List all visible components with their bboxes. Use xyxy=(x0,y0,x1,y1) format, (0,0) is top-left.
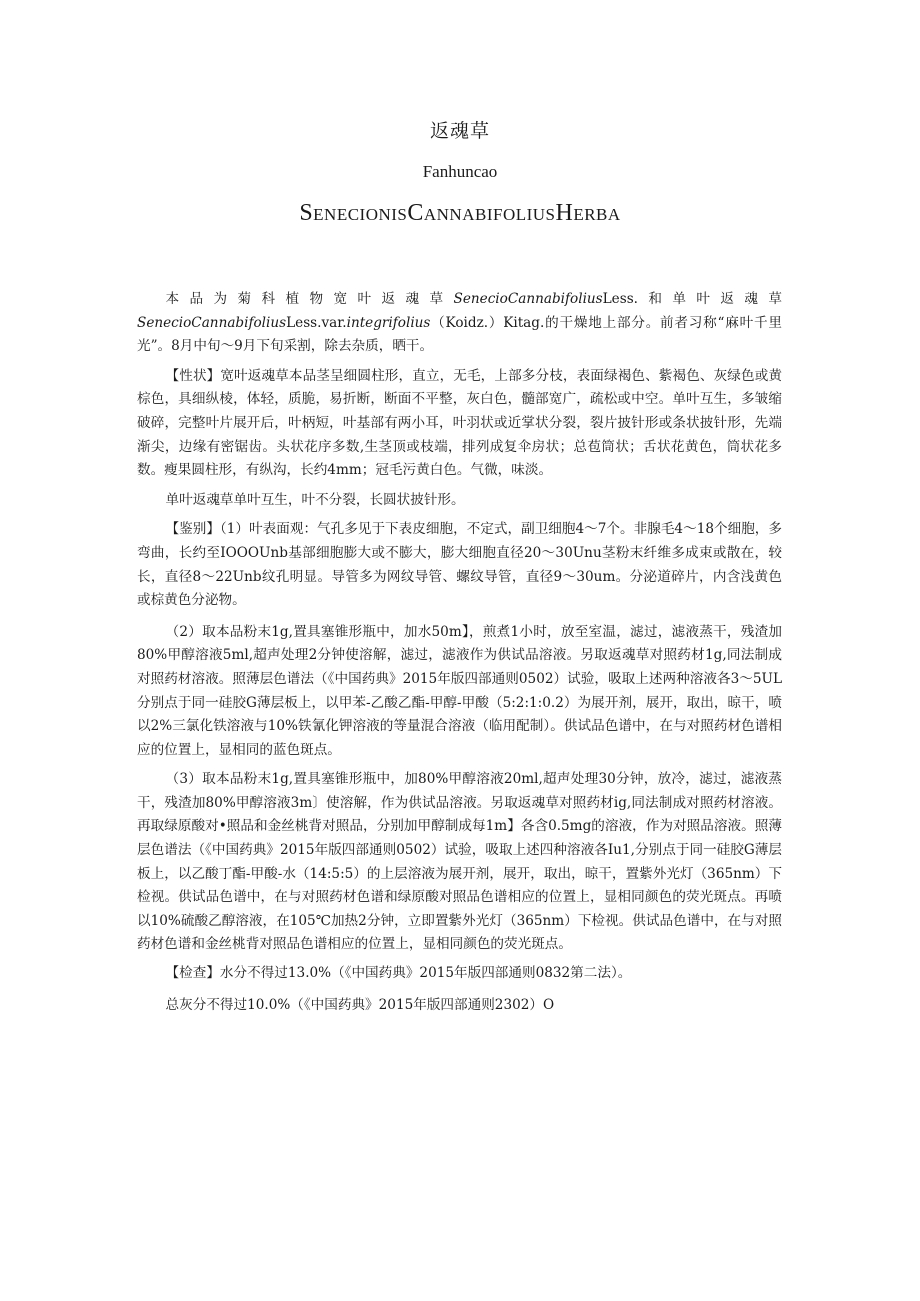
intro-text-c: Less.var. xyxy=(286,314,347,331)
inspection-label: 【检查】 xyxy=(165,965,220,982)
variety-name: integrifolius xyxy=(346,314,431,331)
inspection-water: 水分不得过13.0%（《中国药典》2015年版四部通则0832第二法）。 xyxy=(219,965,632,982)
monograph-pinyin: Fanhuncao xyxy=(422,162,498,181)
intro-paragraph xyxy=(137,288,782,359)
inspection-water-paragraph xyxy=(137,962,782,986)
intro-text-b: Less.和单叶返魂草 xyxy=(602,291,782,307)
identification-paragraph-2: （2）取本品粉末1g,置具塞锥形瓶中，加水50m】，煎煮1小时，放至室温，滤过，滤液蒸干，残渣加80%甲醇溶液5ml,超声处理2分钟使溶解，滤过，滤液作为供试品溶液。另取返魂草对照药材1g,同法制成对照药材溶液。照薄层色谱法（《中国药典》2015年版四部通则0502）试验，吸取上述两种溶液各3～5UL分别点于同一硅胶G薄层板上，以甲苯-乙酸乙酯-甲醇-甲酸（5:2:1:0.2）为展开剂，展开，取出，晾干，喷以2%三氯化铁溶液与10%铁氰化钾溶液的等量混合溶液（临用配制）。供试品色谱中，在与对照药材色谱相应的位置上，显相同的蓝色斑点。 xyxy=(137,623,782,758)
monograph-body xyxy=(137,288,782,1017)
inspection-ash-paragraph: 总灰分不得过10.0%（《中国药典》2015年版四部通则2302）O xyxy=(165,996,555,1013)
description-label: 【性状】 xyxy=(165,367,221,384)
description-note-paragraph: 单叶返魂草单叶互生，叶不分裂，长圆状披针形。 xyxy=(165,491,465,508)
description-paragraph xyxy=(137,365,782,483)
species-name-1: SenecioCannabifolius xyxy=(453,291,603,307)
monograph-latin-name: SenecionisCannabifoliusHerba xyxy=(299,200,621,226)
identification-label: 【鉴别】 xyxy=(165,521,220,538)
monograph-title: 返魂草 xyxy=(429,120,490,142)
identification-item-1: （1）叶表面观：气孔多见于下表皮细胞，不定式，副卫细胞4～7个。非腺毛4～18个细胞，多弯曲，长约至IOOOUnb基部细胞膨大或不膨大，膨大细胞直径20～30Unu茎粉末纤维多成束或散在，较长，直径8～22Unb纹孔明显。导管多为网纹导管、螺纹导管，直径9～30um。分泌道碎片，内含浅黄色或棕黄色分泌物。 xyxy=(137,521,783,609)
identification-paragraph-1 xyxy=(137,518,782,612)
species-name-2: SenecioCannabifolius xyxy=(137,314,287,331)
description-text: 宽叶返魂草本品茎呈细圆柱形，直立，无毛，上部多分枝，表面绿褐色、紫褐色、灰绿色或黄棕色，具细纵棱，体轻，质脆，易折断，断面不平整，灰白色，髓部宽广，疏松或中空。单叶互生，多皱缩破碎，完整叶片展开后，叶柄短，叶基部有两小耳，叶羽状或近掌状分裂，裂片披针形或条状披针形，先端渐尖，边缘有密锯齿。头状花序多数,生茎顶或枝端，排列成复伞房状；总苞筒状；舌状花黄色，筒状花多数。瘦果圆柱形，有纵沟，长约4mm；冠毛污黄白色。气微，味淡。 xyxy=(137,367,783,479)
intro-text-d: （Koidz.）Kitag.的干燥地上部分。前者习称“麻叶千里光”。8月中旬～9月下旬采割，除去杂质，晒干。 xyxy=(137,314,782,355)
identification-paragraph-3: （3）取本品粉末1g,置具塞锥形瓶中，加80%甲醇溶液20ml,超声处理30分钟，放冷，滤过，滤液蒸干，残渣加80%甲醇溶液3m〕使溶解，作为供试品溶液。另取返魂草对照药材ig,同法制成对照药材溶液。再取绿原酸对•照品和金丝桃背对照品，分别加甲醇制成每1m】各含0.5mg的溶液，作为对照品溶液。照薄层色谱法（《中国药典》2015年版四部通则0502）试验，吸取上述四种溶液各Iu1,分别点于同一硅胶G薄层板上，以乙酸丁酯-甲酸-水（14:5:5）的上层溶液为展开剂，展开，取出，晾干，置紫外光灯（365nm）下检视。供试品色谱中，在与对照药材色谱和绿原酸对照品色谱相应的位置上，显相同颜色的荧光斑点。再喷以10%硫酸乙醇溶液，在105℃加热2分钟，立即置紫外光灯（365nm）下检视。供试品色谱中，在与对照药材色谱和金丝桃背对照品色谱相应的位置上，显相同颜色的荧光斑点。 xyxy=(137,771,782,953)
intro-text-a: 本品为菊科植物宽叶返魂草 xyxy=(165,291,454,307)
